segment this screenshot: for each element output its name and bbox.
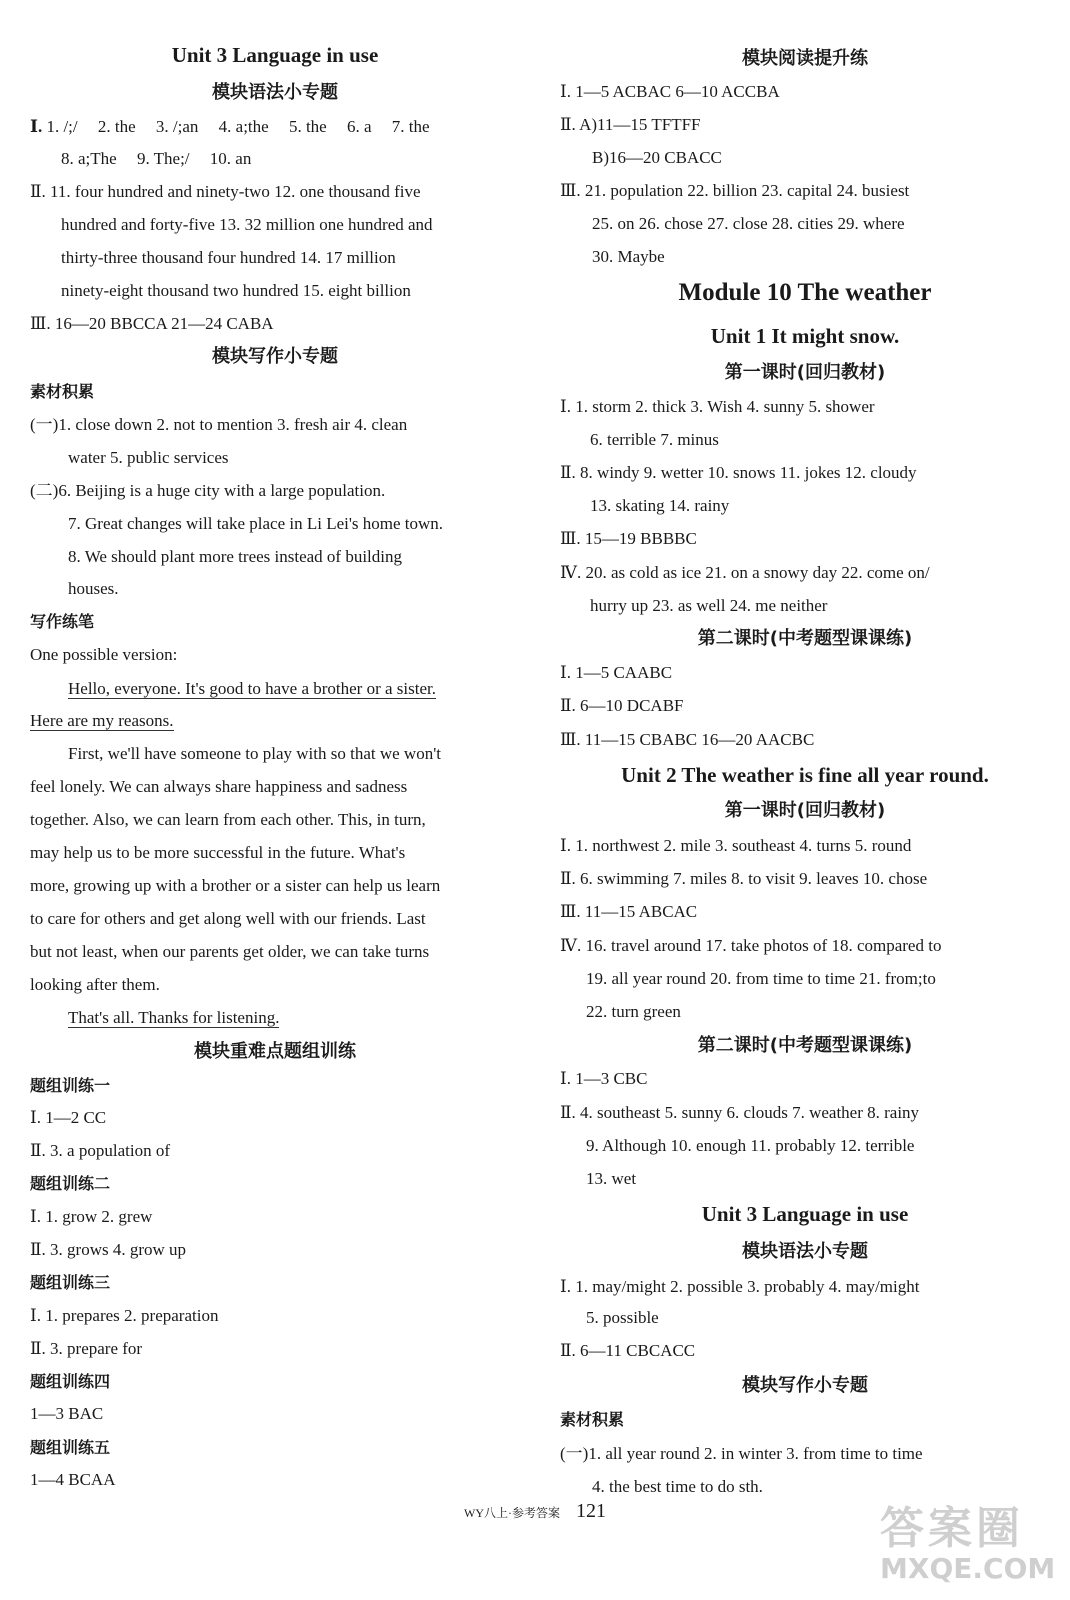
essay-line-10: looking after them. — [30, 975, 160, 994]
grammar-II-line-2: hundred and forty-five 13. 32 million one hundred and — [61, 215, 433, 234]
material-5: 8. We should plant more trees instead of building — [68, 547, 403, 566]
unit3-right-title: Unit 3 Language in use — [701, 1202, 909, 1226]
material-3: (二)6. Beijing is a huge city with a large population. — [30, 481, 386, 500]
reading-3: B)16—20 CBACC — [592, 148, 722, 167]
grammar-2-title: 模块语法小专题 — [742, 1241, 868, 1262]
u2-line-4: Ⅳ. 16. travel around 17. take photos of 18. compared to — [560, 936, 942, 955]
u3-material-1: (一)1. all year round 2. in winter 3. from time to time — [560, 1444, 923, 1463]
u1-l2-line-1: Ⅰ. 1—5 CAABC — [560, 663, 673, 682]
grammar-II-line-1: Ⅱ. 11. four hundred and ninety-two 12. one thousand five — [30, 182, 421, 201]
essay-line-2: Here are my reasons. — [30, 711, 174, 730]
training-3-b: Ⅱ. 3. prepare for — [30, 1339, 143, 1358]
reading-4: Ⅲ. 21. population 22. billion 23. capital 24. busiest — [560, 181, 910, 200]
u3-line-2: 5. possible — [586, 1308, 659, 1327]
reading-title: 模块阅读提升练 — [742, 48, 868, 69]
essay-line-5: together. Also, we can learn from each other. This, in turn, — [30, 810, 426, 829]
essay-line-3: First, we'll have someone to play with so that we won't — [68, 744, 441, 763]
u1-line-5: Ⅲ. 15—19 BBBBC — [560, 529, 697, 548]
u1-l2-line-2: Ⅱ. 6—10 DCABF — [560, 696, 684, 715]
training-4-heading: 题组训练四 — [30, 1372, 111, 1391]
footer-label: WY八上·参考答案 — [464, 1506, 560, 1520]
u2-line-1: Ⅰ. 1. northwest 2. mile 3. southeast 4. turns 5. round — [560, 836, 912, 855]
essay-line-9: but not least, when our parents get older, we can take turns — [30, 942, 430, 961]
watermark-cn: 答案圈 — [880, 1503, 1024, 1554]
grammar-row-2: 8. a;The 9. The;/ 10. an — [61, 149, 252, 168]
training-3-a: Ⅰ. 1. prepares 2. preparation — [30, 1306, 219, 1325]
u2-line-3: Ⅲ. 11—15 ABCAC — [560, 902, 698, 921]
writing-2-title: 模块写作小专题 — [742, 1375, 868, 1396]
training-1-a: Ⅰ. 1—2 CC — [30, 1108, 107, 1127]
reading-5: 25. on 26. chose 27. close 28. cities 29. where — [592, 214, 905, 233]
training-3-heading: 题组训练三 — [30, 1273, 111, 1292]
unit2-title: Unit 2 The weather is fine all year round. — [621, 763, 989, 787]
grammar-II-line-4: ninety-eight thousand two hundred 15. eight billion — [61, 281, 411, 300]
u2-l2-line-1: Ⅰ. 1—3 CBC — [560, 1069, 648, 1088]
material-1: (一)1. close down 2. not to mention 3. fresh air 4. clean — [30, 415, 408, 434]
grammar-II-line-3: thirty-three thousand four hundred 14. 17 million — [61, 248, 396, 267]
lesson-4-title: 第二课时(中考题型课课练) — [697, 1035, 913, 1056]
essay-line-6: may help us to be more successful in the future. What's — [30, 843, 406, 862]
u2-l2-line-3: 9. Although 10. enough 11. probably 12. terrible — [586, 1136, 915, 1155]
u2-line-2: Ⅱ. 6. swimming 7. miles 8. to visit 9. leaves 10. chose — [560, 869, 928, 888]
u1-line-1: Ⅰ. 1. storm 2. thick 3. Wish 4. sunny 5. shower — [560, 397, 875, 416]
essay-line-7: more, growing up with a brother or a sister can help us learn — [30, 876, 441, 895]
u1-line-3: Ⅱ. 8. windy 9. wetter 10. snows 11. jokes 12. cloudy — [560, 463, 917, 482]
reading-6: 30. Maybe — [592, 247, 665, 266]
u1-line-4: 13. skating 14. rainy — [590, 496, 730, 515]
u3-material-2: 4. the best time to do sth. — [592, 1477, 763, 1496]
unit3-title: Unit 3 Language in use — [171, 43, 379, 67]
writing-title: 模块写作小专题 — [212, 346, 338, 367]
training-2-heading: 题组训练二 — [30, 1174, 111, 1193]
material-6: houses. — [68, 579, 119, 598]
u3-line-1: Ⅰ. 1. may/might 2. possible 3. probably 4. may/might — [560, 1277, 920, 1296]
essay-line-1: Hello, everyone. It's good to have a brother or a sister. — [68, 679, 436, 698]
version-label: One possible version: — [30, 645, 178, 664]
key-points-title: 模块重难点题组训练 — [194, 1041, 356, 1062]
reading-2: Ⅱ. A)11—15 TFTFF — [560, 115, 701, 134]
u2-l2-line-2: Ⅱ. 4. southeast 5. sunny 6. clouds 7. weather 8. rainy — [560, 1103, 920, 1122]
material-heading: 素材积累 — [30, 382, 95, 401]
u1-l2-line-3: Ⅲ. 11—15 CBABC 16—20 AACBC — [560, 730, 815, 749]
u2-line-5: 19. all year round 20. from time to time 21. from;to — [586, 969, 936, 988]
lesson-3-title: 第一课时(回归教材) — [724, 800, 886, 821]
u3-line-3: Ⅱ. 6—11 CBCACC — [560, 1341, 696, 1360]
training-5-heading: 题组训练五 — [30, 1438, 111, 1457]
training-4-a: 1—3 BAC — [30, 1404, 104, 1423]
lesson-2-title: 第二课时(中考题型课课练) — [697, 628, 913, 649]
training-2-a: Ⅰ. 1. grow 2. grew — [30, 1207, 153, 1226]
training-5-a: 1—4 BCAA — [30, 1470, 116, 1489]
u2-l2-line-4: 13. wet — [586, 1169, 637, 1188]
watermark-logo — [870, 1492, 1060, 1592]
essay-line-4: feel lonely. We can always share happiness and sadness — [30, 777, 408, 796]
unit1-title: Unit 1 It might snow. — [710, 324, 900, 348]
grammar-row-1: Ⅰ. 1. /;/ 2. the 3. /;an 4. a;the 5. the 6. a 7. the — [30, 117, 430, 136]
reading-1: Ⅰ. 1—5 ACBAC 6—10 ACCBA — [560, 82, 780, 101]
u1-line-7: hurry up 23. as well 24. me neither — [590, 596, 828, 615]
training-1-b: Ⅱ. 3. a population of — [30, 1141, 170, 1160]
training-2-b: Ⅱ. 3. grows 4. grow up — [30, 1240, 187, 1259]
page-number: 121 — [576, 1500, 606, 1522]
essay-line-11: That's all. Thanks for listening. — [68, 1008, 280, 1027]
material-2-heading: 素材积累 — [560, 1410, 625, 1429]
u2-line-6: 22. turn green — [586, 1002, 681, 1021]
u1-line-6: Ⅳ. 20. as cold as ice 21. on a snowy day 22. come on/ — [560, 563, 930, 582]
training-1-heading: 题组训练一 — [30, 1076, 111, 1095]
grammar-title: 模块语法小专题 — [212, 82, 338, 103]
material-2: water 5. public services — [68, 448, 229, 467]
material-4: 7. Great changes will take place in Li Lei's home town. — [68, 514, 444, 533]
watermark-en: MXQE.COM — [880, 1552, 1056, 1585]
module-title: Module 10 The weather — [678, 279, 932, 306]
u1-line-2: 6. terrible 7. minus — [590, 430, 719, 449]
practice-heading: 写作练笔 — [30, 612, 95, 631]
essay-line-8: to care for others and get along well with our friends. Last — [30, 909, 426, 928]
grammar-III: Ⅲ. 16—20 BBCCA 21—24 CABA — [30, 314, 274, 333]
lesson-1-title: 第一课时(回归教材) — [724, 362, 886, 383]
